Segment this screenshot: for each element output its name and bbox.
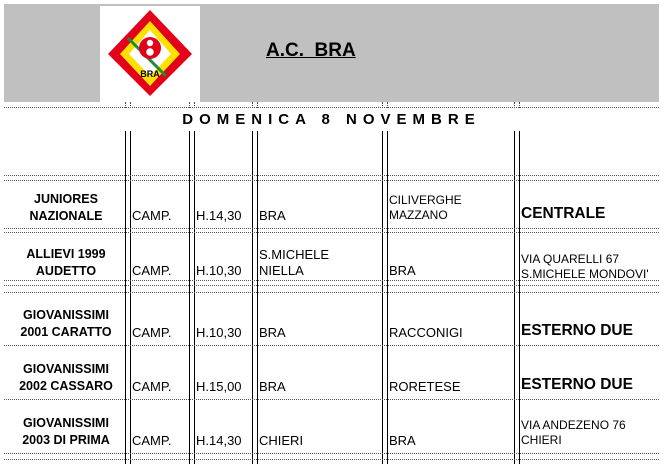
match-day-label: DOMENICA 8 NOVEMBRE (4, 109, 659, 131)
row-type: CAMP. (132, 208, 172, 223)
row-category: ALLIEVI 1999 AUDETTO (26, 247, 106, 278)
row-home-team: BRA (259, 208, 286, 223)
row-category: GIOVANISSIMI 2002 CASSARO (19, 362, 113, 393)
row-away-team: BRA (389, 263, 416, 278)
row-field: CENTRALE (521, 205, 606, 222)
row-field: VIA QUARELLI 67 S.MICHELE MONDOVI' (521, 252, 649, 281)
row-away-team: BRA (389, 433, 416, 448)
club-title: A.C. BRA (266, 40, 356, 61)
row-home-team: S.MICHELE NIELLA (259, 247, 330, 278)
row-type: CAMP. (132, 263, 172, 278)
header-band (4, 4, 659, 102)
club-crest-icon (100, 6, 200, 102)
row-type: CAMP. (132, 433, 172, 448)
row-home-team: BRA (259, 325, 286, 340)
row-home-team: CHIERI (259, 433, 304, 448)
row-away-team: CILIVERGHE MAZZANO (389, 193, 462, 222)
row-type: CAMP. (132, 325, 172, 340)
row-category: JUNIORES NAZIONALE (29, 192, 103, 223)
row-field: ESTERNO DUE (521, 322, 633, 339)
row-field: VIA ANDEZENO 76 CHIERI (521, 418, 626, 447)
row-category: GIOVANISSIMI 2003 DI PRIMA (22, 416, 110, 447)
row-time: H.10,30 (196, 263, 242, 278)
svg-text:BRA: BRA (140, 69, 160, 79)
row-away-team: RACCONIGI (389, 325, 463, 340)
row-time: H.14,30 (196, 433, 242, 448)
row-category: GIOVANISSIMI 2001 CARATTO (20, 308, 112, 339)
row-time: H.14,30 (196, 208, 242, 223)
row-time: H.10,30 (196, 325, 242, 340)
row-type: CAMP. (132, 379, 172, 394)
row-field: ESTERNO DUE (521, 376, 633, 393)
row-away-team: RORETESE (389, 379, 461, 394)
row-home-team: BRA (259, 379, 286, 394)
club-logo (100, 6, 200, 102)
row-time: H.15,00 (196, 379, 242, 394)
schedule-table (4, 102, 659, 464)
